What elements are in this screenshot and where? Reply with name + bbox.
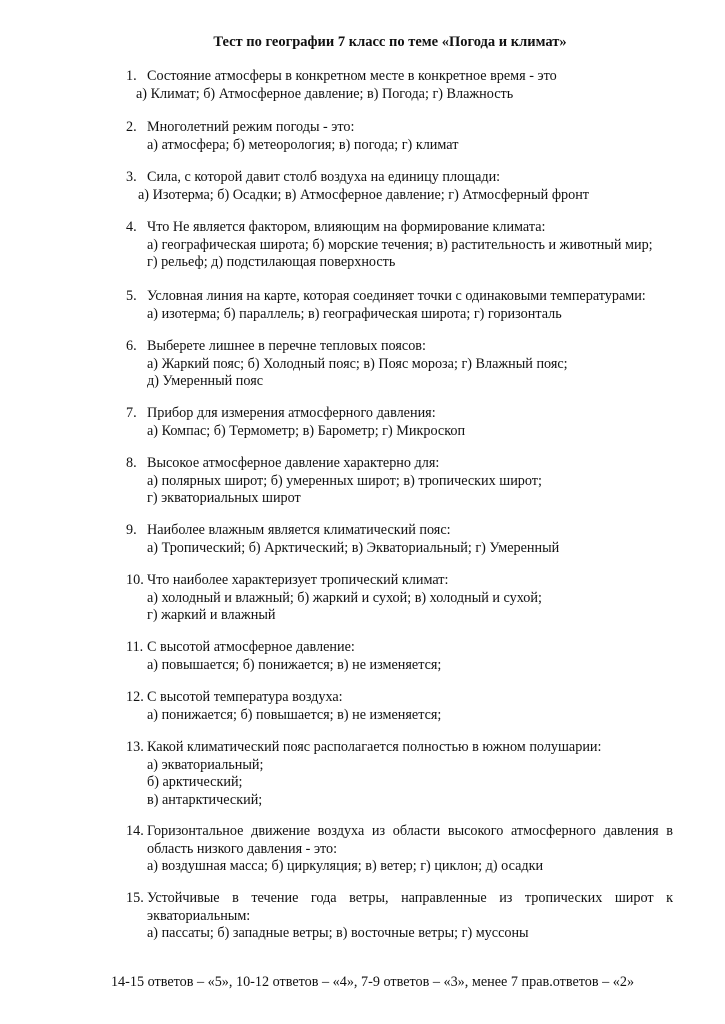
question-number: 13. [126, 739, 144, 755]
page-title: Тест по географии 7 класс по теме «Погода и климат» [213, 34, 567, 50]
question-answers: б) арктический; [147, 774, 243, 790]
question-answers: а) Тропический; б) Арктический; в) Экваториальный; г) Умеренный [147, 539, 560, 556]
question-10 [126, 572, 676, 625]
question-answers: а) экваториальный; [147, 756, 264, 773]
question-answers: а) изотерма; б) параллель; в) географическая широта; г) горизонталь [147, 305, 562, 322]
question-11 [126, 639, 676, 674]
question-14 [126, 823, 673, 876]
question-12 [126, 689, 676, 724]
question-number: 8. [126, 455, 137, 471]
question-text: Устойчивые в течение года ветры, направленные из тропических широт к экваториальным: [147, 890, 673, 924]
question-answers: г) рельеф; д) подстилающая поверхность [147, 254, 396, 270]
question-text: Сила, с которой давит столб воздуха на единицу площади: [147, 169, 501, 185]
question-9 [126, 522, 676, 557]
question-5 [126, 288, 676, 323]
question-number: 9. [126, 522, 137, 538]
question-answers: а) воздушная масса; б) циркуляция; в) ветер; г) циклон; д) осадки [147, 858, 544, 874]
question-answers: а) повышается; б) понижается; в) не изменяется; [147, 656, 442, 673]
question-answers: а) Климат; б) Атмосферное давление; в) Погода; г) Влажность [136, 85, 514, 102]
question-answers: в) антарктический; [147, 791, 263, 808]
question-answers: а) географическая широта; б) морские течения; в) растительность и животный мир; [147, 236, 653, 253]
question-text: Что Не является фактором, влияющим на формирование климата: [147, 219, 546, 235]
question-15 [126, 890, 673, 943]
grading-scale: 14-15 ответов – «5», 10-12 ответов – «4», 7-9 ответов – «3», менее 7 прав.ответов – «2» [110, 974, 635, 990]
question-text: Выберете лишнее в перечне тепловых поясов: [147, 338, 426, 354]
question-1 [126, 68, 676, 103]
question-text: Условная линия на карте, которая соединяет точки с одинаковыми температурами: [147, 288, 646, 304]
question-text: С высотой атмосферное давление: [147, 639, 355, 655]
question-answers: а) полярных широт; б) умеренных широт; в) тропических широт; [147, 472, 542, 489]
question-13 [126, 739, 676, 809]
question-text: Какой климатический пояс располагается полностью в южном полушарии: [147, 739, 602, 755]
question-text: Состояние атмосферы в конкретном месте в конкретное время - это [147, 68, 557, 84]
question-3 [126, 169, 676, 204]
question-answers: д) Умеренный пояс [147, 373, 264, 389]
question-number: 11. [126, 639, 144, 655]
question-text: Многолетний режим погоды - это: [147, 119, 355, 135]
question-answers: а) Изотерма; б) Осадки; в) Атмосферное давление; г) Атмосферный фронт [138, 186, 589, 203]
question-number: 15. [126, 890, 144, 906]
question-answers: а) Жаркий пояс; б) Холодный пояс; в) Пояс мороза; г) Влажный пояс; [147, 355, 568, 372]
question-8 [126, 455, 676, 508]
question-number: 10. [126, 572, 144, 588]
question-answers: а) пассаты; б) западные ветры; в) восточные ветры; г) муссоны [147, 925, 529, 941]
question-number: 5. [126, 288, 137, 304]
question-number: 3. [126, 169, 137, 185]
question-text: С высотой температура воздуха: [147, 689, 343, 705]
question-number: 4. [126, 219, 137, 235]
question-7 [126, 405, 676, 440]
question-answers: а) холодный и влажный; б) жаркий и сухой; в) холодный и сухой; [147, 589, 542, 606]
question-text: Высокое атмосферное давление характерно для: [147, 455, 440, 471]
question-number: 1. [126, 68, 137, 84]
question-text: Горизонтальное движение воздуха из области высокого атмосферного давления в область низкого давления - это: [147, 823, 673, 857]
question-number: 6. [126, 338, 137, 354]
question-6 [126, 338, 676, 391]
question-number: 14. [126, 823, 144, 839]
question-number: 7. [126, 405, 137, 421]
question-text: Что наиболее характеризует тропический климат: [147, 572, 449, 588]
question-answers: г) жаркий и влажный [147, 607, 276, 623]
question-number: 2. [126, 119, 137, 135]
question-answers: а) атмосфера; б) метеорология; в) погода; г) климат [147, 136, 459, 153]
question-answers: г) экваториальных широт [147, 490, 301, 506]
question-answers: а) Компас; б) Термометр; в) Барометр; г) Микроскоп [147, 422, 466, 439]
question-text: Наиболее влажным является климатический пояс: [147, 522, 451, 538]
question-text: Прибор для измерения атмосферного давления: [147, 405, 436, 421]
question-4 [126, 219, 676, 272]
question-2 [126, 119, 676, 154]
question-number: 12. [126, 689, 144, 705]
question-answers: а) понижается; б) повышается; в) не изменяется; [147, 706, 442, 723]
